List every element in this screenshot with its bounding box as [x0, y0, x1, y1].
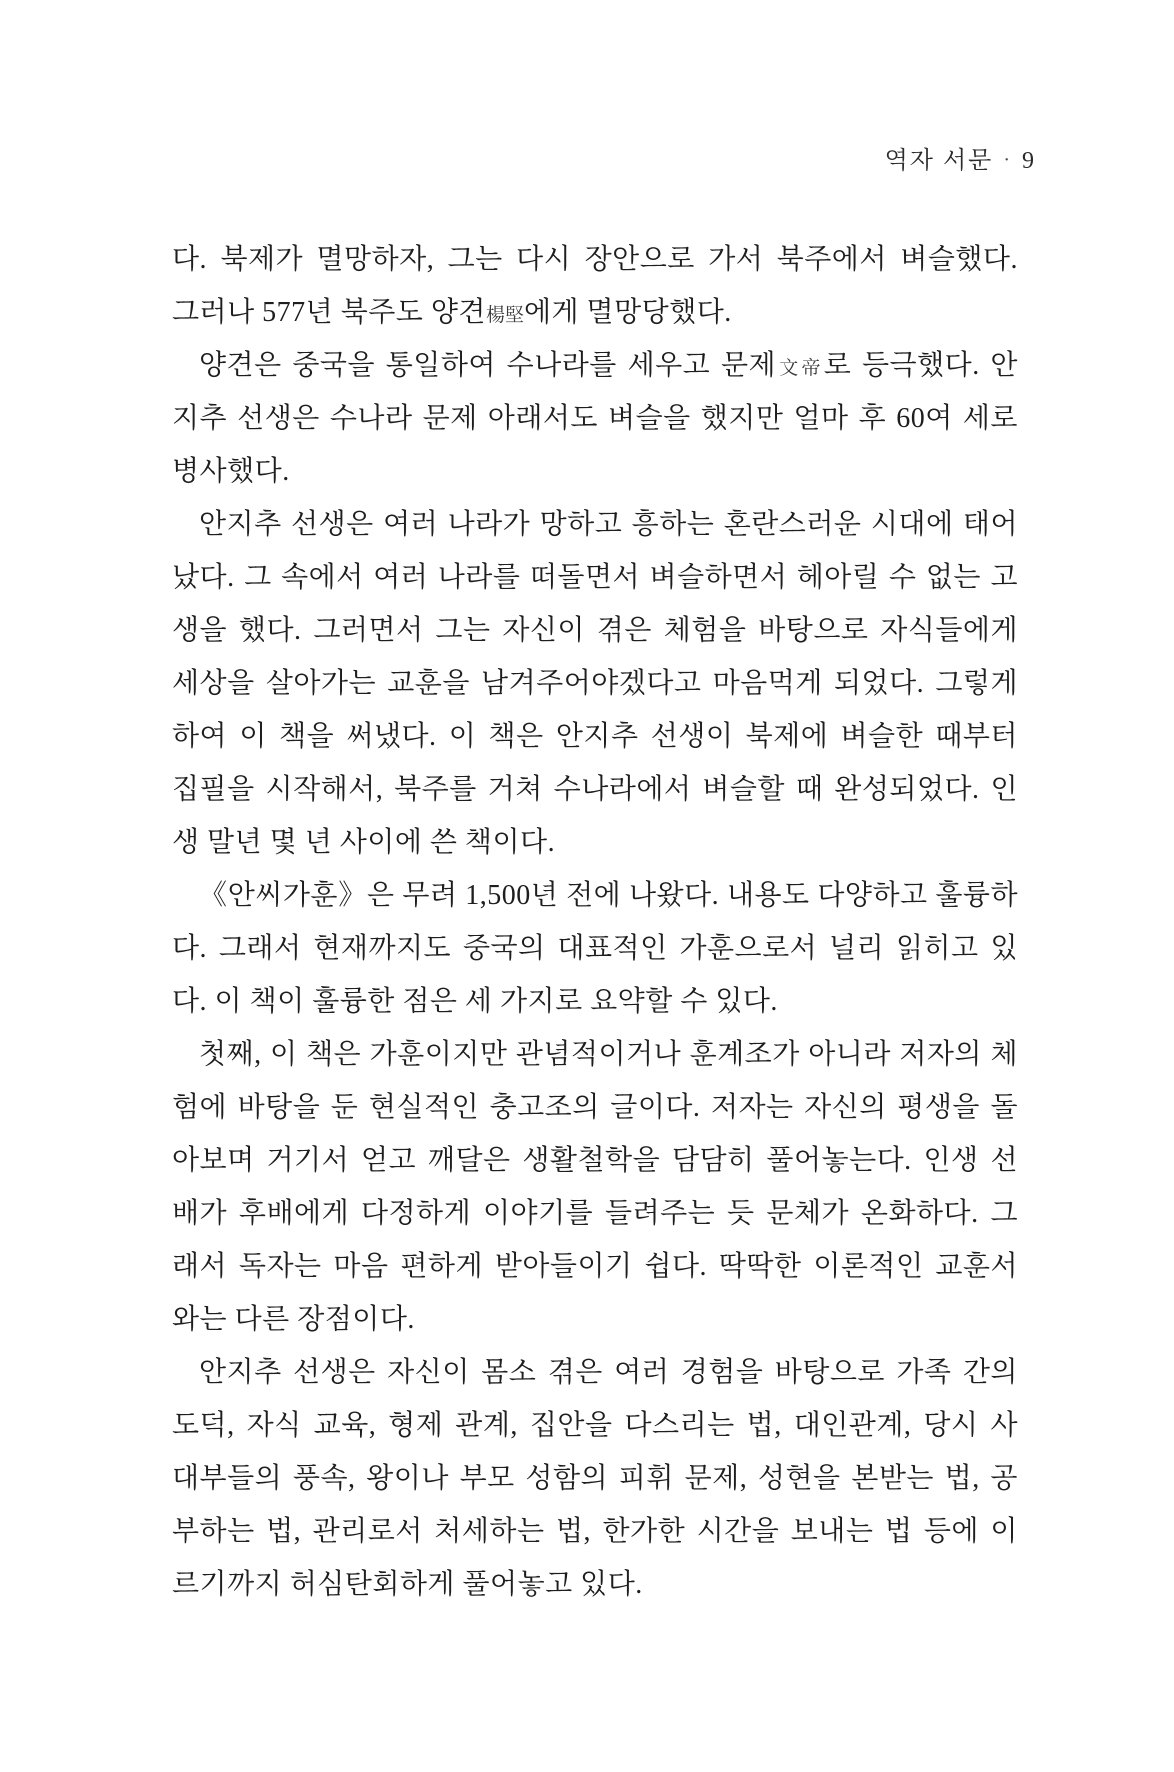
text-line [172, 710, 1018, 763]
text-line [172, 339, 1018, 392]
text-run: 대부들의 풍속, 왕이나 부모 성함의 피휘 문제, 성현을 본받는 법, 공 [172, 1463, 1018, 1494]
text-line [172, 392, 1018, 445]
text-run: 에게 멸망당했다. [523, 297, 732, 328]
text-line [172, 1452, 1018, 1505]
text-run: 로 등극했다. 안 [823, 350, 1018, 381]
text-line [172, 604, 1018, 657]
text-line [172, 763, 1018, 816]
text-run: 다. 북제가 멸망하자, 그는 다시 장안으로 가서 북주에서 벼슬했다. [172, 244, 1018, 275]
text-line [172, 1240, 1018, 1293]
text-run: 그러나 577년 북주도 양견 [172, 297, 486, 328]
text-run: 부하는 법, 관리로서 처세하는 법, 한가한 시간을 보내는 법 등에 이 [172, 1516, 1018, 1547]
text-run: 다. 그래서 현재까지도 중국의 대표적인 가훈으로서 널리 읽히고 있 [172, 933, 1018, 964]
header-section-title: 역자 서문 [884, 148, 994, 174]
text-run: 안지추 선생은 자신이 몸소 겪은 여러 경험을 바탕으로 가족 간의 [199, 1357, 1018, 1388]
text-run: 세상을 살아가는 교훈을 남겨주어야겠다고 마음먹게 되었다. 그렇게 [172, 668, 1018, 699]
text-run: 양견은 중국을 통일하여 수나라를 세우고 문제 [199, 350, 777, 381]
text-line [172, 869, 1018, 922]
text-line [172, 1134, 1018, 1187]
hanja-inline: 楊堅 [485, 305, 524, 326]
text-line [172, 657, 1018, 710]
text-run: 하여 이 책을 써냈다. 이 책은 안지추 선생이 북제에 벼슬한 때부터 [172, 721, 1018, 752]
text-line [172, 1558, 1018, 1611]
text-line [172, 1187, 1018, 1240]
text-line [172, 551, 1018, 604]
running-header [885, 140, 1036, 175]
text-run: 안지추 선생은 여러 나라가 망하고 흥하는 혼란스러운 시대에 태어 [199, 509, 1018, 540]
text-line [172, 1293, 1018, 1346]
text-run: 《안씨가훈》은 무려 1,500년 전에 나왔다. 내용도 다양하고 훌륭하 [199, 880, 1018, 911]
text-run: 첫째, 이 책은 가훈이지만 관념적이거나 훈계조가 아니라 저자의 체 [199, 1039, 1018, 1070]
text-run: 래서 독자는 마음 편하게 받아들이기 쉽다. 딱딱한 이론적인 교훈서 [172, 1251, 1018, 1282]
text-line [172, 233, 1018, 286]
text-run: 병사했다. [172, 456, 290, 487]
header-dot-separator: · [1003, 149, 1012, 171]
text-line [172, 922, 1018, 975]
text-line [172, 1505, 1018, 1558]
text-run: 지추 선생은 수나라 문제 아래서도 벼슬을 했지만 얼마 후 60여 세로 [172, 403, 1018, 434]
page-body [172, 233, 1018, 1611]
text-line [172, 1028, 1018, 1081]
text-run: 배가 후배에게 다정하게 이야기를 들려주는 듯 문체가 온화하다. 그 [172, 1198, 1018, 1229]
text-run: 다. 이 책이 훌륭한 점은 세 가지로 요약할 수 있다. [172, 986, 778, 1017]
text-line [172, 498, 1018, 551]
hanja-inline: 文帝 [776, 358, 824, 379]
text-line [172, 1081, 1018, 1134]
text-run: 생 말년 몇 년 사이에 쓴 책이다. [172, 827, 556, 858]
text-run: 와는 다른 장점이다. [172, 1304, 415, 1335]
text-run: 도덕, 자식 교육, 형제 관계, 집안을 다스리는 법, 대인관계, 당시 사 [172, 1410, 1018, 1441]
text-run: 험에 바탕을 둔 현실적인 충고조의 글이다. 저자는 자신의 평생을 돌 [172, 1092, 1018, 1123]
text-line [172, 286, 1018, 339]
text-run: 집필을 시작해서, 북주를 거쳐 수나라에서 벼슬할 때 완성되었다. 인 [172, 774, 1018, 805]
text-run: 생을 했다. 그러면서 그는 자신이 겪은 체험을 바탕으로 자식들에게 [172, 615, 1018, 646]
text-line [172, 1346, 1018, 1399]
text-line [172, 975, 1018, 1028]
header-page-number: 9 [1022, 148, 1036, 174]
text-run: 아보며 거기서 얻고 깨달은 생활철학을 담담히 풀어놓는다. 인생 선 [172, 1145, 1018, 1176]
text-line [172, 445, 1018, 498]
text-run: 났다. 그 속에서 여러 나라를 떠돌면서 벼슬하면서 헤아릴 수 없는 고 [172, 562, 1018, 593]
text-run: 르기까지 허심탄회하게 풀어놓고 있다. [172, 1569, 643, 1600]
text-line [172, 1399, 1018, 1452]
text-line [172, 816, 1018, 869]
